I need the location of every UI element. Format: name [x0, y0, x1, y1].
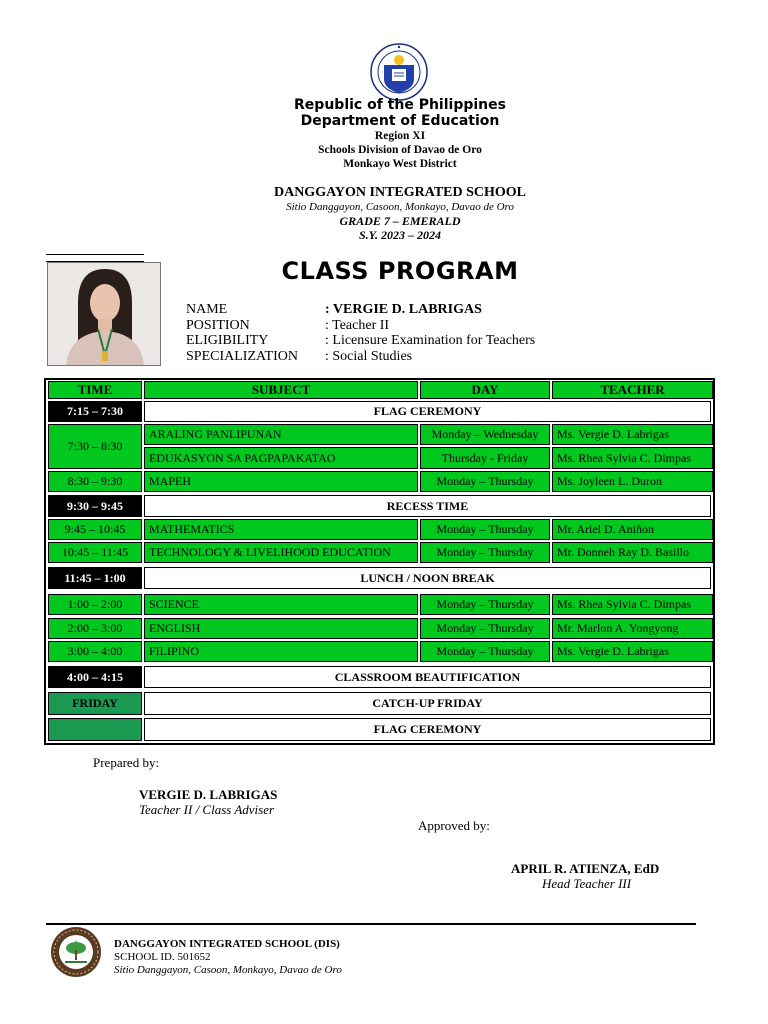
preparer-name: VERGIE D. LABRIGAS — [139, 787, 278, 802]
day-cell: Monday – Thursday — [420, 519, 550, 540]
preparer-role: Teacher II / Class Adviser — [139, 802, 275, 817]
time-cell: 9:45 – 10:45 — [48, 519, 142, 540]
header-subject: SUBJECT — [144, 381, 418, 399]
time-cell: 11:45 – 1:00 — [48, 567, 142, 589]
time-cell: 7:30 – 8:30 — [48, 424, 142, 469]
subject-cell: TECHNOLOGY & LIVELIHOOD EDUCATION — [144, 542, 418, 563]
teacher-cell: Mr. Ariel D. Aniñon — [552, 519, 713, 540]
time-cell: 1:00 – 2:00 — [48, 594, 142, 615]
footer-school-name: DANGGAYON INTEGRATED SCHOOL (DIS) — [114, 938, 340, 950]
info-value-eligibility: : Licensure Examination for Teachers — [325, 333, 536, 348]
day-cell: Monday – Thursday — [420, 618, 550, 639]
time-cell: 2:00 – 3:00 — [48, 618, 142, 639]
subject-cell: EDUKASYON SA PAGPAPAKATAO — [144, 447, 418, 469]
time-cell: 7:15 – 7:30 — [48, 401, 142, 422]
header-teacher: TEACHER — [552, 381, 713, 399]
teacher-cell: Ms. Rhea Sylvia C. Dimpas — [552, 594, 713, 615]
school-address: Sitio Danggayon, Casoon, Monkayo, Davao de Oro — [286, 201, 514, 213]
time-cell: 3:00 – 4:00 — [48, 641, 142, 662]
teacher-cell: Ms. Vergie D. Labrigas — [552, 424, 713, 445]
day-cell: Monday – Thursday — [420, 594, 550, 615]
event-cell: CLASSROOM BEAUTIFICATION — [144, 666, 711, 688]
deped-seal-icon — [370, 43, 428, 101]
subject-cell: MATHEMATICS — [144, 519, 418, 540]
school-name: DANGGAYON INTEGRATED SCHOOL — [273, 185, 527, 200]
event-cell: CATCH-UP FRIDAY — [144, 692, 711, 715]
region-text: Region XI — [374, 130, 426, 142]
teacher-cell: Mr. Donneh Ray D. Basillo — [552, 542, 713, 563]
day-cell: Monday – Thursday — [420, 542, 550, 563]
info-label: ELIGIBILITY — [186, 333, 269, 348]
grade-section: GRADE 7 – EMERALD — [339, 214, 461, 228]
info-value-position: : Teacher II — [325, 318, 390, 333]
event-cell: FLAG CEREMONY — [144, 718, 711, 741]
teacher-cell: Ms. Joyleen L. Duron — [552, 471, 713, 492]
approved-by-label: Approved by: — [418, 818, 490, 833]
info-value-name: : VERGIE D. LABRIGAS — [325, 302, 482, 317]
day-cell: Monday – Wednesday — [420, 424, 550, 445]
district-text: Monkayo West District — [343, 158, 457, 170]
day-cell: Thursday - Friday — [420, 447, 550, 469]
info-label: SPECIALIZATION — [186, 349, 298, 364]
prepared-by-label: Prepared by: — [93, 755, 160, 770]
header-day: DAY — [420, 381, 550, 399]
day-cell: Monday – Thursday — [420, 471, 550, 492]
approver-role: Head Teacher III — [542, 876, 632, 891]
event-cell: LUNCH / NOON BREAK — [144, 567, 711, 589]
footer-school-id: SCHOOL ID. 501652 — [114, 951, 211, 963]
teacher-cell: Ms. Vergie D. Labrigas — [552, 641, 713, 662]
subject-cell: MAPEH — [144, 471, 418, 492]
day-label-cell — [48, 718, 142, 741]
page-title: CLASS PROGRAM — [281, 257, 519, 285]
subject-cell: ARALING PANLIPUNAN — [144, 424, 418, 445]
department-heading: Department of Education — [300, 113, 500, 129]
subject-cell: ENGLISH — [144, 618, 418, 639]
event-cell: RECESS TIME — [144, 495, 711, 517]
approver-name: APRIL R. ATIENZA, EdD — [511, 861, 660, 876]
event-cell: FLAG CEREMONY — [144, 401, 711, 422]
school-year: S.Y. 2023 – 2024 — [358, 228, 442, 242]
teacher-cell: Ms. Rhea Sylvia C. Dimpas — [552, 447, 713, 469]
subject-cell: FILIPINO — [144, 641, 418, 662]
day-label-cell: FRIDAY — [48, 692, 142, 715]
time-cell: 9:30 – 9:45 — [48, 495, 142, 517]
info-label: POSITION — [186, 318, 250, 333]
time-cell: 10:45 – 11:45 — [48, 542, 142, 563]
class-schedule-table — [44, 378, 715, 745]
school-logo-icon — [47, 926, 105, 978]
info-label: NAME — [186, 302, 228, 317]
header-time: TIME — [48, 381, 142, 399]
day-cell: Monday – Thursday — [420, 641, 550, 662]
subject-cell: SCIENCE — [144, 594, 418, 615]
division-text: Schools Division of Davao de Oro — [318, 144, 482, 156]
republic-heading: Republic of the Philippines — [294, 97, 506, 113]
footer-divider — [46, 923, 696, 925]
footer-address: Sitio Danggayon, Casoon, Monkayo, Davao de Oro — [114, 964, 342, 976]
info-value-specialization: : Social Studies — [325, 349, 413, 364]
time-cell: 4:00 – 4:15 — [48, 666, 142, 688]
time-cell: 8:30 – 9:30 — [48, 471, 142, 492]
teacher-cell: Mr. Marlon A. Yongyong — [552, 618, 713, 639]
